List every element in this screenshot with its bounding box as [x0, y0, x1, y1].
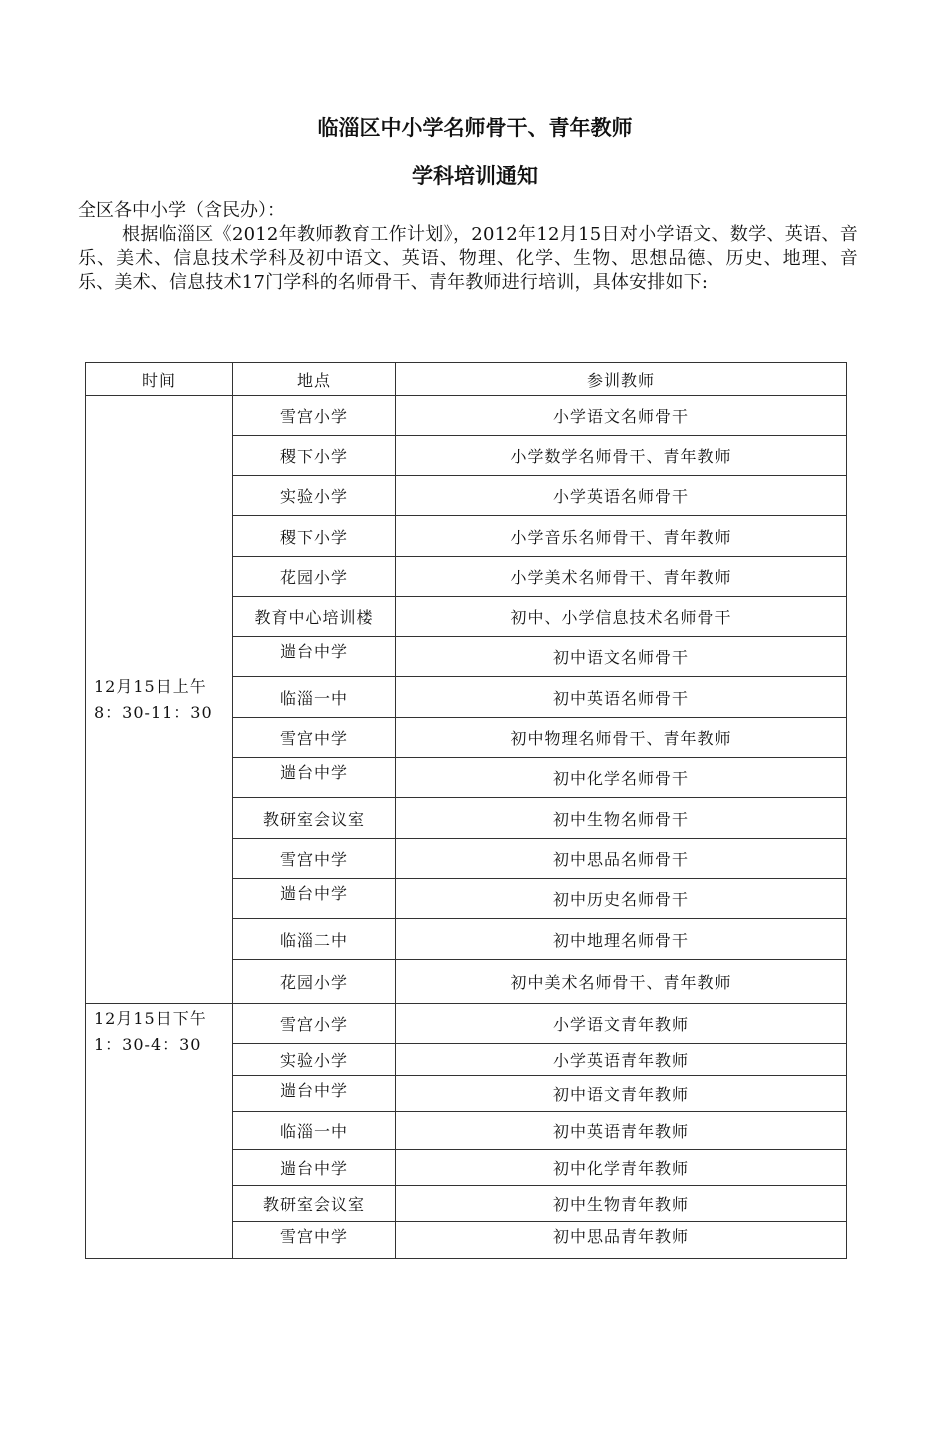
place-cell: 临淄一中 — [233, 1112, 396, 1150]
place-cell: 教研室会议室 — [233, 798, 396, 839]
place-cell: 教研室会议室 — [233, 1186, 396, 1222]
morning-date: 12月15日上午 — [94, 676, 207, 696]
place-cell: 临淄一中 — [233, 677, 396, 718]
teachers-cell: 初中美术名师骨干、青年教师 — [396, 960, 847, 1004]
teachers-cell: 初中思品名师骨干 — [396, 839, 847, 879]
place-cell: 教育中心培训楼 — [233, 597, 396, 637]
place-cell: 遄台中学 — [233, 637, 396, 677]
morning-hours: 8：30-11：30 — [94, 702, 213, 722]
place-cell: 雪宫中学 — [233, 839, 396, 879]
place-cell: 稷下小学 — [233, 436, 396, 476]
place-cell: 临淄二中 — [233, 919, 396, 960]
place-cell: 实验小学 — [233, 1044, 396, 1076]
teachers-cell: 初中语文青年教师 — [396, 1076, 847, 1112]
schedule-table — [85, 362, 847, 1259]
place-cell: 花园小学 — [233, 960, 396, 1004]
greeting: 全区各中小学（含民办）： — [78, 200, 285, 221]
morning-time-cell — [86, 396, 233, 1004]
document-title: 临淄区中小学名师骨干、青年教师 — [317, 116, 633, 140]
table-row — [86, 396, 847, 436]
table-row — [86, 1004, 847, 1044]
header-teachers: 参训教师 — [396, 363, 847, 396]
place-cell: 遄台中学 — [233, 1076, 396, 1112]
teachers-cell: 初中化学青年教师 — [396, 1150, 847, 1186]
place-cell: 雪宫中学 — [233, 1222, 396, 1259]
notice-body: 根据临淄区《2012年教师教育工作计划》，2012年12月15日对小学语文、数学、英语、音乐、美术、信息技术学科及初中语文、英语、物理、化学、生物、思想品德、历史、地理、音乐、美术、信息技术17门学科的名师骨干、青年教师进行培训，具体安排如下: — [78, 224, 858, 293]
place-cell: 遄台中学 — [233, 758, 396, 798]
header-place: 地点 — [233, 363, 396, 396]
teachers-cell: 小学美术名师骨干、青年教师 — [396, 557, 847, 597]
afternoon-time-cell — [86, 1004, 233, 1259]
teachers-cell: 初中生物青年教师 — [396, 1186, 847, 1222]
document-subtitle: 学科培训通知 — [412, 164, 538, 188]
teachers-cell: 小学语文名师骨干 — [396, 396, 847, 436]
place-cell: 实验小学 — [233, 476, 396, 516]
teachers-cell: 初中物理名师骨干、青年教师 — [396, 718, 847, 758]
teachers-cell: 初中英语青年教师 — [396, 1112, 847, 1150]
teachers-cell: 小学音乐名师骨干、青年教师 — [396, 516, 847, 557]
teachers-cell: 初中化学名师骨干 — [396, 758, 847, 798]
teachers-cell: 初中地理名师骨干 — [396, 919, 847, 960]
place-cell: 遄台中学 — [233, 879, 396, 919]
table-header-row — [86, 363, 847, 396]
teachers-cell: 初中生物名师骨干 — [396, 798, 847, 839]
teachers-cell: 初中英语名师骨干 — [396, 677, 847, 718]
place-cell: 雪宫中学 — [233, 718, 396, 758]
teachers-cell: 初中、小学信息技术名师骨干 — [396, 597, 847, 637]
teachers-cell: 小学数学名师骨干、青年教师 — [396, 436, 847, 476]
place-cell: 遄台中学 — [233, 1150, 396, 1186]
teachers-cell: 小学语文青年教师 — [396, 1004, 847, 1044]
place-cell: 稷下小学 — [233, 516, 396, 557]
place-cell: 雪宫小学 — [233, 1004, 396, 1044]
afternoon-date: 12月15日下午 — [94, 1009, 207, 1028]
teachers-cell: 初中语文名师骨干 — [396, 637, 847, 677]
teachers-cell: 初中思品青年教师 — [396, 1222, 847, 1259]
afternoon-hours: 1：30-4：30 — [94, 1035, 202, 1054]
teachers-cell: 小学英语青年教师 — [396, 1044, 847, 1076]
place-cell: 雪宫小学 — [233, 396, 396, 436]
header-time: 时间 — [86, 363, 233, 396]
place-cell: 花园小学 — [233, 557, 396, 597]
teachers-cell: 小学英语名师骨干 — [396, 476, 847, 516]
teachers-cell: 初中历史名师骨干 — [396, 879, 847, 919]
